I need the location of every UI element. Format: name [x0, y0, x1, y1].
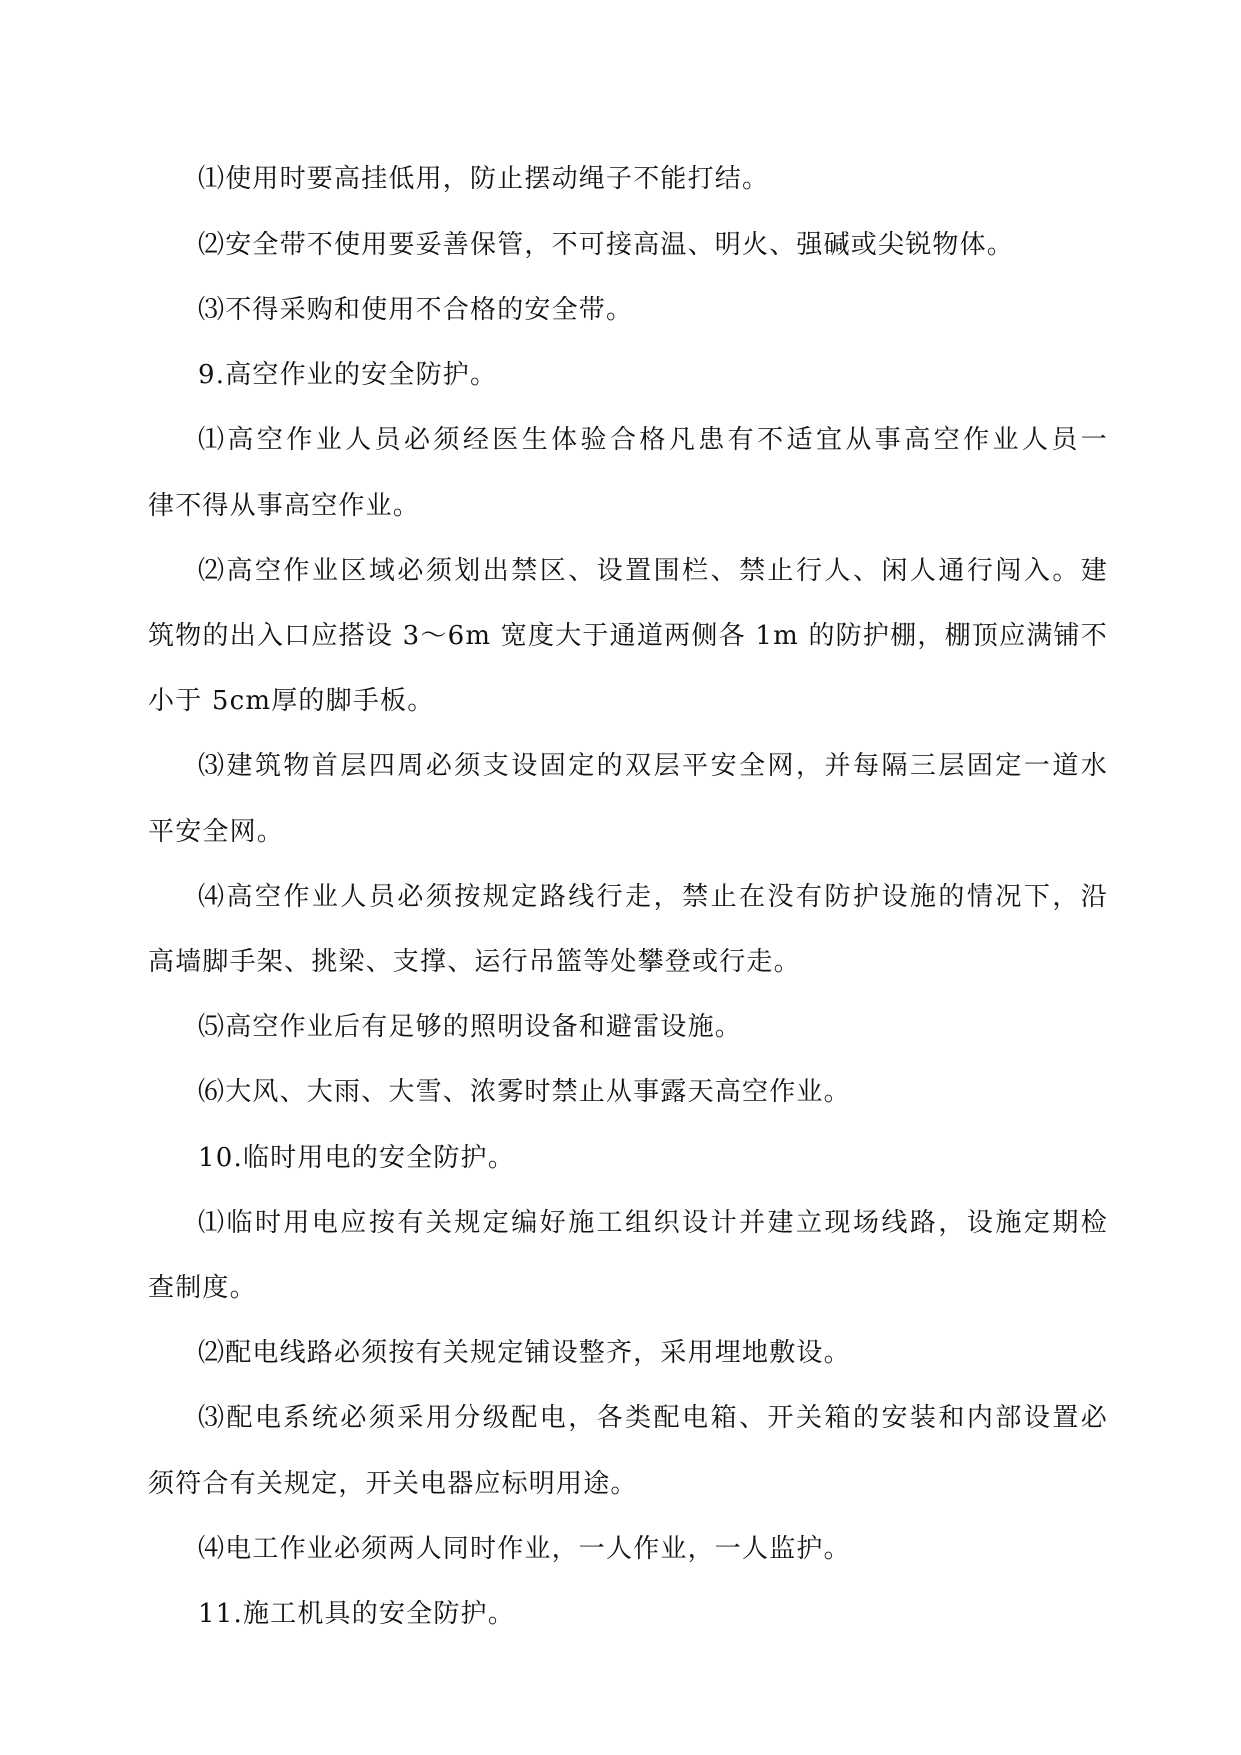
- text-line-10: ⑶建筑物首层四周必须支设固定的双层平安全网，并每隔三层固定一道水: [198, 751, 1108, 781]
- text-line-6: 律不得从事高空作业。: [148, 491, 421, 521]
- section-heading-10: 10.临时用电的安全防护。: [198, 1143, 515, 1173]
- text-line-2: ⑵安全带不使用要妥善保管，不可接高温、明火、强碱或尖锐物体。: [198, 230, 1015, 260]
- section-heading-9: 9.高空作业的安全防护。: [198, 360, 498, 390]
- text-line-18: 查制度。: [148, 1273, 257, 1303]
- text-line-19: ⑵配电线路必须按有关规定铺设整齐，采用埋地敷设。: [198, 1338, 851, 1368]
- text-line-14: ⑸高空作业后有足够的照明设备和避雷设施。: [198, 1012, 743, 1042]
- text-line-7: ⑵高空作业区域必须划出禁区、设置围栏、禁止行人、闲人通行闯入。建: [198, 556, 1108, 586]
- text-line-22: ⑷电工作业必须两人同时作业，一人作业，一人监护。: [198, 1534, 851, 1564]
- text-line-8: 筑物的出入口应搭设 3～6m 宽度大于通道两侧各 1m 的防护棚，棚顶应满铺不: [148, 621, 1108, 651]
- text-line-21: 须符合有关规定，开关电器应标明用途。: [148, 1469, 638, 1499]
- text-line-15: ⑹大风、大雨、大雪、浓雾时禁止从事露天高空作业。: [198, 1077, 851, 1107]
- text-line-3: ⑶不得采购和使用不合格的安全带。: [198, 295, 634, 325]
- text-line-1: ⑴使用时要高挂低用，防止摆动绳子不能打结。: [198, 164, 770, 194]
- text-line-20: ⑶配电系统必须采用分级配电，各类配电箱、开关箱的安装和内部设置必: [198, 1403, 1108, 1433]
- text-line-12: ⑷高空作业人员必须按规定路线行走，禁止在没有防护设施的情况下，沿: [198, 882, 1108, 912]
- text-line-9: 小于 5cm厚的脚手板。: [148, 686, 435, 716]
- text-line-13: 高墙脚手架、挑梁、支撑、运行吊篮等处攀登或行走。: [148, 947, 801, 977]
- text-line-17: ⑴临时用电应按有关规定编好施工组织设计并建立现场线路，设施定期检: [198, 1208, 1108, 1238]
- text-line-5: ⑴高空作业人员必须经医生体验合格凡患有不适宜从事高空作业人员一: [198, 425, 1108, 455]
- text-line-11: 平安全网。: [148, 817, 285, 847]
- section-heading-11: 11.施工机具的安全防护。: [198, 1599, 515, 1629]
